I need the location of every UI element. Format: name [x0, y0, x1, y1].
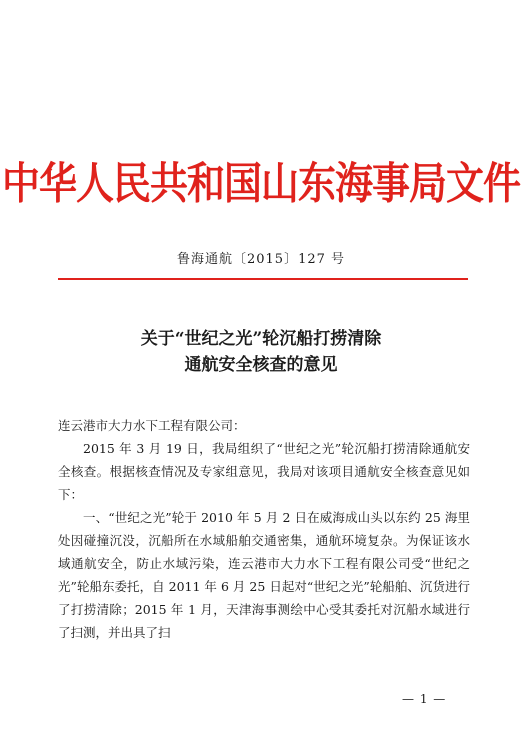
body-paragraph-1: 2015 年 3 月 19 日，我局组织了“世纪之光”轮沉船打捞清除通航安全核查。根据核查情况及专家组意见，我局对该项目通航安全核查意见如下：: [58, 441, 470, 502]
issuer-header-title: 中华人民共和国山东海事局文件: [1, 158, 520, 209]
red-separator-line: [58, 278, 468, 280]
document-body: [58, 414, 470, 644]
document-title-line-2: 通航安全核查的意见: [184, 355, 338, 375]
document-title-line-1: 关于“世纪之光”轮沉船打捞清除: [140, 329, 382, 349]
page-number: — 1 —: [402, 692, 447, 706]
body-paragraph-2: 一、“世纪之光”轮于 2010 年 5 月 2 日在威海成山头以东约 25 海里处因碰撞沉没，沉船所在水域船舶交通密集，通航环境复杂。为保证该水域通航安全，防止水域污染，连云港市大力水下工程有限公司受“世纪之光”轮船东委托，自 2011 年 6 月 25 日起对“世纪之光”轮船舶、沉货进行了打捞清除；2015 年 1 月，天津海事测绘中心受其委托对沉船水域进行了扫测，并出具了扫: [58, 510, 470, 640]
addressee: 连云港市大力水下工程有限公司：: [58, 418, 246, 433]
document-title: [0, 326, 522, 378]
document-number: 鲁海通航〔2015〕127 号: [176, 252, 346, 267]
